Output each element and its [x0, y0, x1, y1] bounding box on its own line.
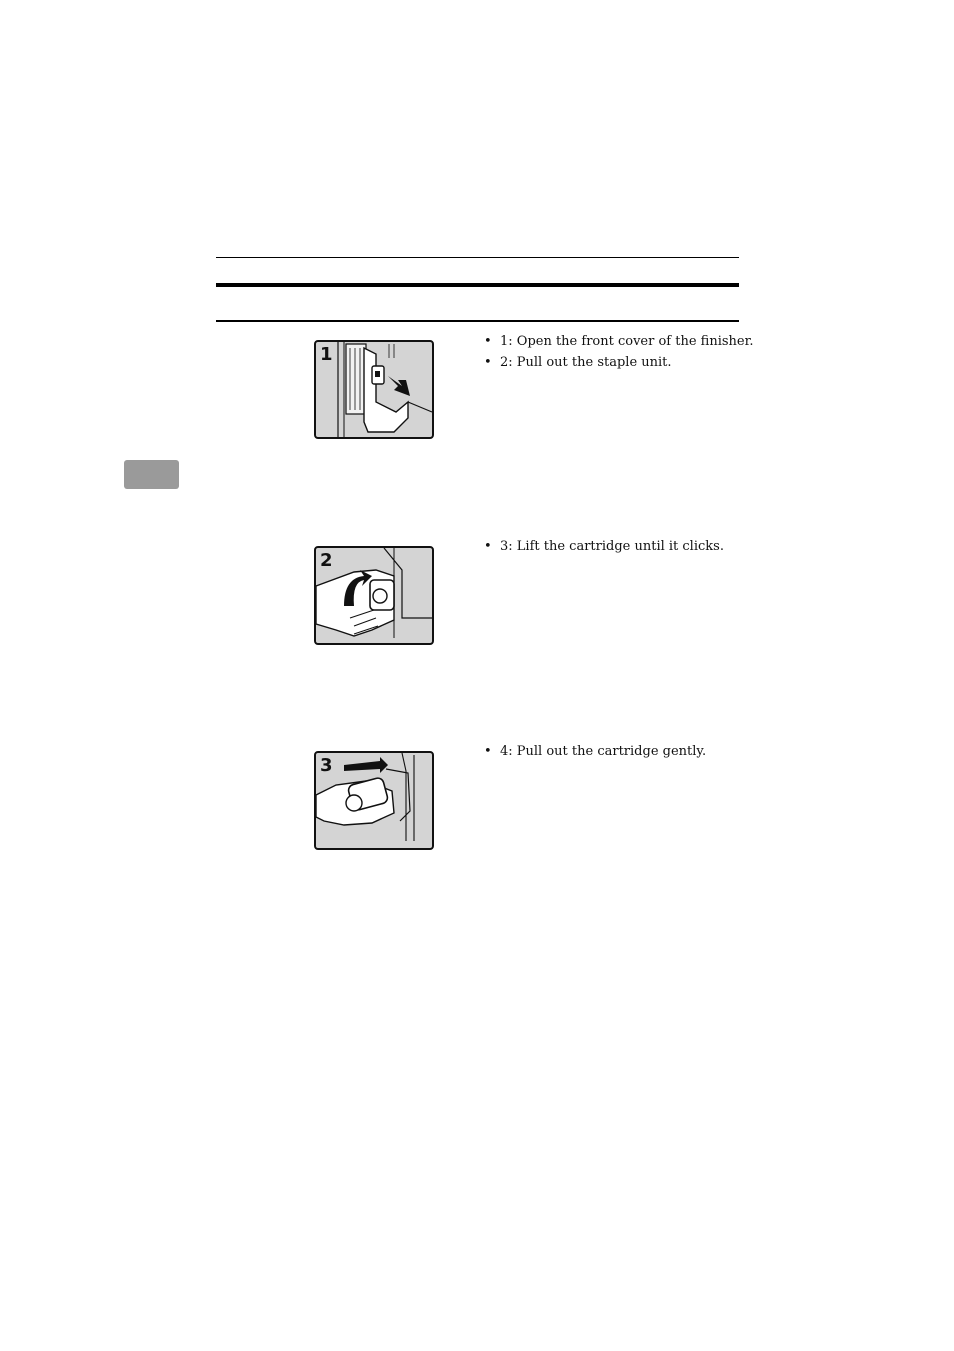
- header-rule-thick: [216, 283, 739, 287]
- bullet-item: • 4: Pull out the cartridge gently.: [484, 741, 706, 762]
- figure-number-2: 2: [320, 550, 333, 571]
- step-1-bullets: [484, 331, 754, 373]
- step-2-bullets: [484, 536, 724, 557]
- step-3-bullets: [484, 741, 706, 762]
- figure-number-3: 3: [320, 755, 333, 776]
- step-illustration-3-graphic: [314, 751, 434, 850]
- figure-number-1: 1: [320, 344, 333, 365]
- bullet-item: • 3: Lift the cartridge until it clicks.: [484, 536, 724, 557]
- bullet-item: • 1: Open the front cover of the finisher.: [484, 331, 754, 352]
- bullet-item: • 2: Pull out the staple unit.: [484, 352, 754, 373]
- header-rule-top: [216, 257, 739, 258]
- step-illustration-2-graphic: [314, 546, 434, 645]
- step-illustration-1-graphic: [314, 340, 434, 439]
- chapter-tab: [124, 460, 179, 489]
- step-illustration-3: [314, 751, 434, 850]
- section-rule: [216, 320, 739, 322]
- step-illustration-2: [314, 546, 434, 645]
- step-illustration-1: [314, 340, 434, 439]
